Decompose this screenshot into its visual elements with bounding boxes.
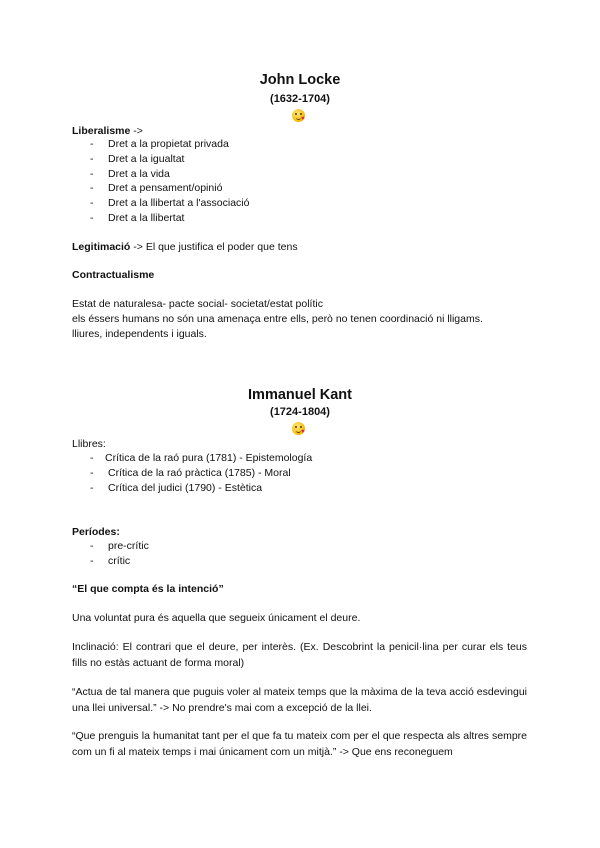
legitimacio-line <box>72 240 532 255</box>
legitimacio-label: Legitimació <box>72 241 131 253</box>
list-item: - Dret a pensament/opinió <box>90 182 223 195</box>
contract-line: els éssers humans no són una amenaça entre ells, però no tenen coordinació ni lligams. <box>72 313 483 325</box>
face-blowing-kiss-icon: ♥ <box>292 109 305 122</box>
list-item: - Crítica de la raó pura (1781) - Epistemología <box>90 452 313 464</box>
list-item: - pre-crític <box>90 540 149 552</box>
legitimacio-text: -> El que justifica el poder que tens <box>130 241 298 253</box>
list-item: - Dret a la llibertat <box>90 211 185 224</box>
list-item: - crític <box>90 554 131 567</box>
voluntat-paragraph: Una voluntat pura és aquella que segueix únicament el deure. <box>72 612 361 624</box>
inclinacio-paragraph: Inclinació: El contrari que el deure, per interès. (Ex. Descobrint la penicil·lina per curar els teus fills no estàs actuant de forma moral) <box>72 641 527 669</box>
liberalisme-label: Liberalisme <box>72 125 131 137</box>
periods-list <box>72 539 532 569</box>
kant-dates: (1724-1804) <box>270 406 330 418</box>
quote-heading: “El que compta és la intenció” <box>72 583 224 595</box>
list-item: - Dret a la igualtat <box>90 152 185 165</box>
locke-title: John Locke <box>259 72 341 88</box>
contract-line: Estat de naturalesa- pacte social- societat/estat polític <box>72 298 323 310</box>
list-item: - Dret a la llibertat a l'associació <box>90 197 250 210</box>
books-list <box>72 451 532 495</box>
contract-line: lliures, independents i iguals. <box>72 328 207 340</box>
llibres-heading: Llibres: <box>72 438 106 450</box>
list-item: - Dret a la propietat privada <box>90 138 229 150</box>
list-item: - Dret a la vida <box>90 167 170 180</box>
smiling-face-with-hearts-icon: ♥ <box>292 422 305 435</box>
maxima-paragraph: “Actua de tal manera que puguis voler al mateix temps que la màxima de la teva acció esdevingui una llei universal.” -> No prendre's mai com a excepció de la llei. <box>72 686 527 714</box>
humanitat-paragraph: “Que prenguis la humanitat tant per el que fa tu mateix com per el que respecta als altres sempre com un fi al mateix temps i mai únicament com un mitjà.” -> Que ens reconeguem <box>72 730 527 758</box>
contractualisme-heading: Contractualisme <box>72 269 155 281</box>
list-item: - Crítica de la raó pràctica (1785) - Moral <box>90 466 291 479</box>
periodes-heading: Períodes: <box>72 526 120 538</box>
kant-title: Immanuel Kant <box>248 387 352 403</box>
locke-dates: (1632-1704) <box>270 93 330 105</box>
liberalisme-arrow: -> <box>130 125 143 137</box>
list-item: - Crítica del judici (1790) - Estètica <box>90 481 263 494</box>
rights-list <box>72 137 532 226</box>
